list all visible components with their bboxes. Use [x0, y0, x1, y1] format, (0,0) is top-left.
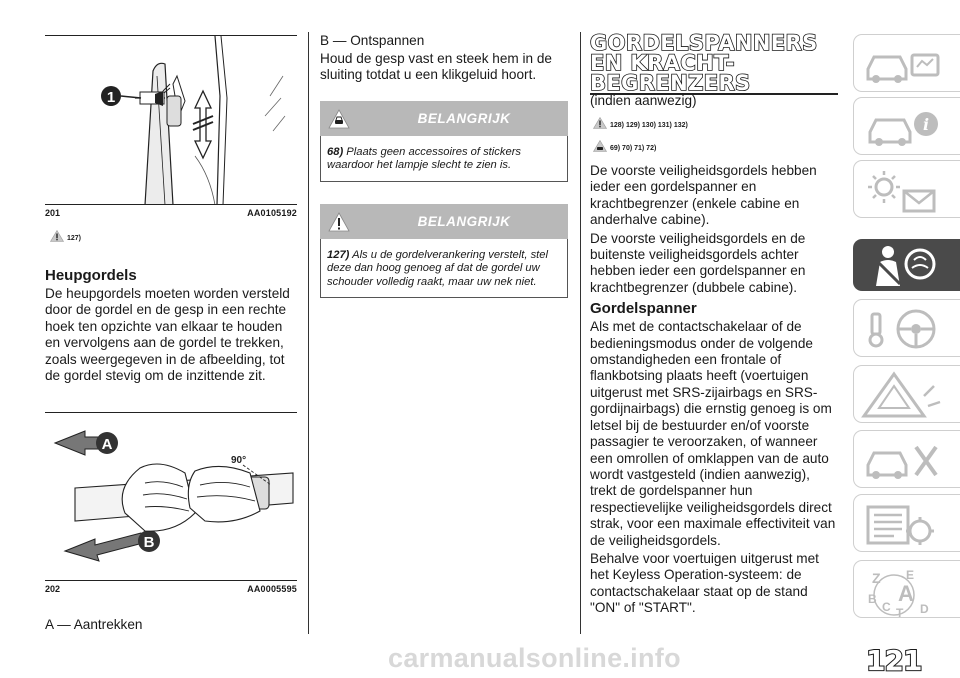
belangrijk-header: [320, 204, 568, 239]
svg-text:i: i: [922, 115, 930, 134]
tab-starting-driving[interactable]: [853, 299, 960, 357]
figure-number: 201: [45, 208, 61, 218]
heupgordels-paragraph: De heupgordels moeten worden versteld door de gordel en de gesp in een rechte hoek ten opzichte van elkaar te houden en vervolgens aan de gordel te trekken, zoals weergegeven in de afbeelding, tot de gordel stevig om de inzittende zit.: [45, 286, 290, 384]
belangrijk-box-2: [320, 204, 568, 298]
warning-lamp-icon: [593, 140, 607, 152]
lights-warning-icon: [854, 161, 954, 219]
section-subtitle: (indien aanwezig): [590, 93, 697, 108]
svg-text:E: E: [906, 568, 915, 582]
tab-index[interactable]: [853, 560, 960, 618]
label-a: A: [101, 436, 113, 453]
svg-text:B: B: [868, 592, 877, 606]
section-title-line-1: GORDELSPANNERS: [590, 31, 818, 55]
car-tools-icon: [854, 431, 954, 489]
label-b: B: [143, 534, 155, 551]
warning-reference: [50, 230, 81, 242]
warning-triangle-icon: [854, 366, 954, 424]
reference-number: 127): [67, 235, 82, 242]
tab-car-info[interactable]: [853, 97, 960, 155]
lamp-reference: [593, 140, 656, 152]
note-number: 127): [327, 249, 350, 261]
figure-number: 202: [45, 584, 61, 594]
key-steering-icon: [854, 300, 954, 358]
reference-numbers: 69) 70) 71) 72): [610, 145, 657, 152]
svg-text:A: A: [898, 581, 914, 606]
callout-1-label: 1: [106, 89, 116, 106]
figure-202-illustration: [45, 412, 297, 580]
warning-triangle-icon: [593, 117, 607, 129]
car-dashboard-icon: [854, 35, 954, 93]
paragraph-3: Als met de contactschakelaar of de bedieningsmodus onder de volgende omstandigheden een frontale of flankbotsing plaats heeft (voertuigen uitgerust met SRS-zijairbags en SRS-gordijnairbags) die ernstig genoeg is om letsel bij de bestuurder en/of voorste passagier te veroorzaken, of wanneer een omrollen of omklappen van de auto wordt vastgesteld (indien aanwezig), trekt de gordelspanner hun respectievelijke veiligheidsgordels direct strak, voor een maximale effectiviteit van de veiligheidsgordels.: [590, 319, 836, 548]
belangrijk-box-1: [320, 101, 568, 182]
section-title-block: [590, 33, 840, 95]
sub-heading: Gordelspanner: [590, 300, 697, 318]
section-title-line-2: EN KRACHT-: [590, 51, 735, 75]
seatbelt-airbag-icon: [854, 240, 954, 292]
figure-201-caption: [45, 204, 297, 218]
note-text: Plaats geen accessoires of stickers waardoor het lampje slecht te zien is.: [327, 146, 522, 172]
watermark: carmanualsonline.info: [388, 643, 681, 673]
belangrijk-header: [320, 101, 568, 136]
belangrijk-title: BELANGRIJK: [417, 111, 511, 126]
tab-safety[interactable]: [853, 239, 960, 291]
seatbelt-height-adjuster-illustration: [45, 36, 297, 205]
column-divider: [580, 32, 581, 634]
paragraph-1: De voorste veiligheidsgordels hebben ieder een gordelspanner en krachtbegrenzer (enkele cabine en anderhalve cabine).: [590, 163, 817, 228]
lap-belt-adjust-illustration: [45, 413, 297, 581]
figure-201-illustration: [45, 35, 297, 204]
section-heading: Heupgordels: [45, 267, 137, 284]
caption-ontspannen: B — Ontspannen: [320, 33, 425, 48]
heupgordels-section: [45, 261, 297, 384]
paragraph-4: Behalve voor voertuigen uitgerust met het Keyless Operation-systeem: de contactschakelaar staat op de stand "ON" of "START".: [590, 550, 819, 616]
tab-specifications[interactable]: [853, 494, 960, 552]
caption-aantrekken: A — Aantrekken: [45, 617, 143, 632]
figure-code: AA0005595: [247, 584, 297, 594]
section-title-line-3: BEGRENZERS: [590, 71, 751, 95]
svg-text:Z: Z: [872, 570, 881, 586]
alphabet-index-icon: [854, 561, 954, 619]
tab-emergency[interactable]: [853, 365, 960, 423]
svg-text:D: D: [920, 602, 929, 616]
angle-label: 90°: [231, 455, 247, 466]
svg-text:C: C: [882, 600, 891, 614]
car-info-icon: [854, 98, 954, 156]
reference-numbers: 128) 129) 130) 131) 132): [610, 122, 688, 129]
ontspannen-paragraph: Houd de gesp vast en steek hem in de sluiting totdat u een klikgeluid hoort.: [320, 51, 552, 83]
warning-reference: [593, 117, 688, 129]
note-number: 68): [327, 146, 344, 158]
figure-202-caption: [45, 580, 297, 594]
warning-triangle-icon: [50, 230, 64, 242]
paragraph-2: De voorste veiligheidsgordels en de buitenste veiligheidsgordels achter hebben ieder een gordelspanner en krachtbegrenzer (dubbele cabine).: [590, 230, 806, 295]
belangrijk-note: [320, 239, 568, 298]
svg-text:T: T: [896, 606, 904, 619]
tab-dashboard[interactable]: [853, 34, 960, 92]
belangrijk-title: BELANGRIJK: [417, 214, 511, 229]
note-text: Als u de gordelverankering verstelt, stel deze dan hoog genoeg af dat de gordel uw schouder volledig raakt, maar uw nek niet.: [327, 249, 548, 288]
column-divider: [308, 32, 309, 634]
page-number: 121: [866, 644, 922, 677]
specifications-icon: [854, 495, 954, 553]
section-body: [590, 163, 840, 617]
belangrijk-note: [320, 136, 568, 182]
tab-lights-warnings[interactable]: [853, 160, 960, 218]
tab-maintenance[interactable]: [853, 430, 960, 488]
figure-code: AA0105192: [247, 208, 297, 218]
